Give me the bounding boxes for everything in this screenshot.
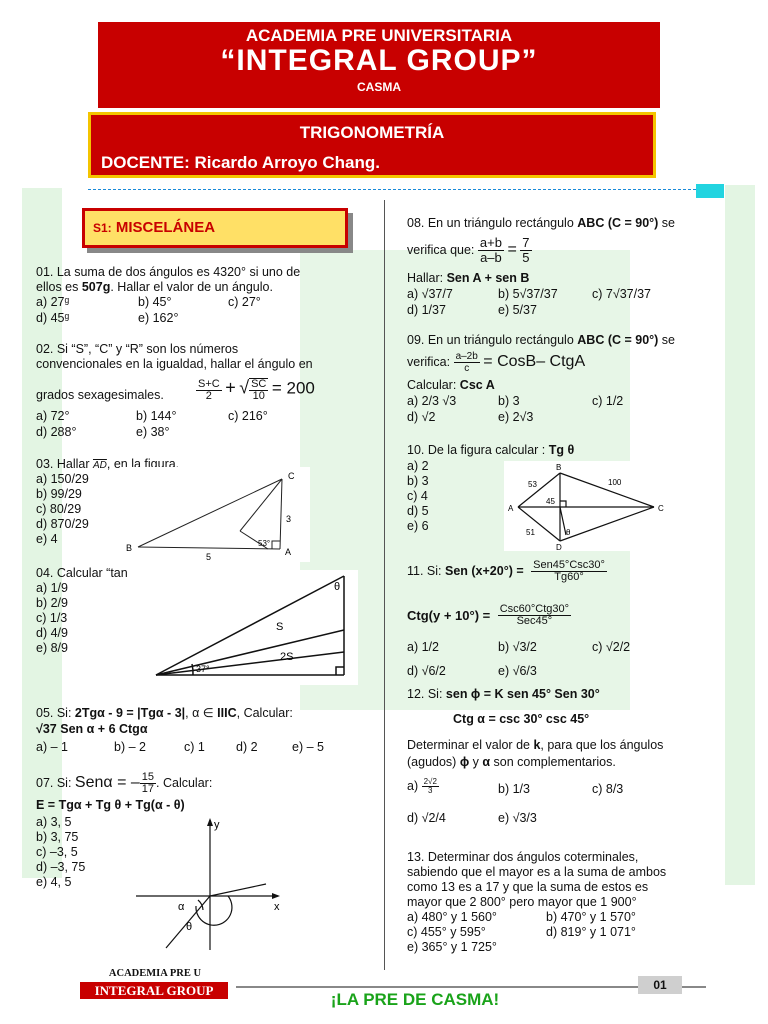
q03-option-b: b) 99/29 — [36, 487, 82, 501]
q01-line2: ellos es 507g. Hallar el valor de un ángulo. — [36, 280, 273, 294]
label-d: D — [556, 543, 562, 551]
footer-slogan: ¡LA PRE DE CASMA! — [330, 990, 500, 1009]
label-s: S — [276, 621, 284, 633]
q12-option-c: c) 8/3 — [592, 782, 624, 796]
dashed-divider — [88, 189, 696, 190]
q09-option-c: c) 1/2 — [592, 394, 624, 408]
q12-option-d: d) √2/4 — [407, 811, 446, 825]
cyan-marker — [696, 184, 724, 198]
label-side-3: 3 — [286, 514, 292, 524]
q11-line2: Ctg(y + 10°) = $\frac{\text{Csc60°Ctg30°}}{\text{Sec45°}}$ — [407, 603, 570, 627]
q08-option-c: c) 7√37/37 — [592, 287, 651, 301]
label-theta: θ — [334, 581, 341, 593]
q10-figure — [504, 461, 676, 551]
q09-option-a: a) 2/3 √3 — [407, 394, 457, 408]
group-name: “INTEGRAL GROUP” — [220, 44, 538, 77]
q05-line1: 05. Si: 2Tgα - 9 = |Tgα - 3|, α ∈ IIIC, Calcular: — [36, 706, 293, 720]
label-angle-37: 37° — [196, 664, 210, 674]
teacher-name: DOCENTE: Ricardo Arroyo Chang. — [101, 153, 380, 172]
q03-line1: 03. Hallar $\overline{AD}$, en la figura. — [36, 457, 180, 471]
q04-option-c: c) 1/3 — [36, 611, 68, 625]
q04-figure — [148, 570, 358, 685]
q10-option-b: b) 3 — [407, 474, 429, 488]
q09-option-e: e) 2√3 — [498, 410, 534, 424]
footer-group: INTEGRAL GROUP — [80, 982, 228, 999]
q05-option-d: d) 2 — [236, 740, 258, 754]
q13-line4: mayor que 2 800° pero mayor que 1 900° — [407, 895, 637, 909]
q01-option-b: b) 45° — [138, 295, 172, 309]
q03-option-e: e) 4 — [36, 532, 58, 546]
q08-line3: Hallar: Sen A + sen B — [407, 271, 530, 285]
header-banner — [98, 22, 660, 108]
axis-y-label: y — [214, 819, 220, 831]
q05-option-e: e) – 5 — [292, 740, 324, 754]
q12-line2: Ctg α = csc 30° csc 45° — [453, 712, 590, 726]
q03-figure — [120, 467, 310, 562]
label-theta: θ — [186, 921, 193, 933]
q08-option-d: d) 1/37 — [407, 303, 446, 317]
q13-option-c: c) 455° y 595° — [407, 925, 486, 939]
label-45: 45 — [546, 497, 555, 506]
q02-option-d: d) 288° — [36, 425, 77, 439]
q13-line2: sabiendo que el mayor es a la suma de ambos — [407, 865, 667, 879]
segment-ad: $\overline{AD}$ — [92, 460, 107, 471]
q08-option-e: e) 5/37 — [498, 303, 537, 317]
q11-option-b: b) √3/2 — [498, 640, 537, 654]
subject-banner — [88, 112, 656, 178]
q10-option-c: c) 4 — [407, 489, 428, 503]
section-name: MISCELÁNEA — [115, 219, 216, 236]
q13-option-a: a) 480° y 1 560° — [407, 910, 497, 924]
q11-option-e: e) √6/3 — [498, 664, 537, 678]
q07-option-c: c) –3, 5 — [36, 845, 78, 859]
q05-option-c: c) 1 — [184, 740, 205, 754]
q07-option-e: e) 4, 5 — [36, 875, 72, 889]
q07-option-a: a) 3, 5 — [36, 815, 72, 829]
label-a: A — [285, 547, 292, 557]
label-theta: θ — [566, 528, 571, 537]
q01-option-c: c) 27° — [228, 295, 261, 309]
city-name: CASMA — [357, 80, 401, 94]
q02-line2: convencionales en la igualdad, hallar el ángulo en — [36, 357, 313, 371]
label-b: B — [556, 463, 562, 472]
q08-option-b: b) 5√37/37 — [498, 287, 558, 301]
q01-option-d: d) 45ᵍ — [36, 311, 70, 325]
q10-option-d: d) 5 — [407, 504, 429, 518]
page-number: 01 — [638, 976, 682, 994]
q04-line1: 04. Calcular “tan — [36, 566, 128, 580]
q11-line1: 11. Si: Sen (x+20°) = $\frac{\text{Sen45°Csc30°}}{Tg60^\circ}$ — [407, 559, 605, 583]
q02-equation: $\frac{S+C}{2}$ + √ $\frac{SC}{10}$ = 200 — [198, 377, 315, 402]
q08-line1: 08. En un triángulo rectángulo ABC (C = 90°) se — [407, 216, 676, 230]
q13-option-d: d) 819° y 1 071° — [546, 925, 636, 939]
q12-line1: 12. Si: sen ϕ = K sen 45° Sen 30° — [407, 687, 600, 701]
label-alpha: α — [178, 901, 185, 913]
axis-x-label: x — [274, 901, 280, 913]
footer-academy: ACADEMIA PRE U — [108, 968, 202, 979]
q09-line1: 09. En un triángulo rectángulo ABC (C = 90°) se — [407, 333, 676, 347]
q10-line1: 10. De la figura calcular : Tg θ — [407, 443, 575, 457]
q11-option-c: c) √2/2 — [592, 640, 631, 654]
label-c: C — [658, 504, 664, 513]
q12-line4: (agudos) ϕ y α son complementarios. — [407, 755, 616, 769]
q10-option-e: e) 6 — [407, 519, 429, 533]
section-code: S1: — [93, 221, 112, 235]
q04-option-d: d) 4/9 — [36, 626, 68, 640]
q02-option-a: a) 72° — [36, 409, 70, 423]
watermark-right — [725, 185, 755, 885]
q07-line2: E = Tgα + Tg θ + Tg(α - θ) — [36, 798, 185, 812]
q07-figure — [130, 814, 290, 954]
academy-name: ACADEMIA PRE UNIVERSITARIA — [245, 26, 513, 45]
label-b: B — [126, 543, 133, 553]
label-a: A — [508, 504, 514, 513]
q09-option-b: b) 3 — [498, 394, 520, 408]
q01-option-e: e) 162° — [138, 311, 179, 325]
q07-option-b: b) 3, 75 — [36, 830, 79, 844]
q07-option-d: d) –3, 75 — [36, 860, 86, 874]
q09-option-d: d) √2 — [407, 410, 436, 424]
q11-option-a: a) 1/2 — [407, 640, 439, 654]
q13-line3: como 13 es a 17 y que la suma de estos es — [407, 880, 649, 894]
q03-option-a: a) 150/29 — [36, 472, 89, 486]
q11-option-d: d) √6/2 — [407, 664, 446, 678]
q01-option-a: a) 27ᵍ — [36, 295, 70, 309]
q12-option-a: a) $\frac{2√2}{3}$ — [407, 777, 437, 795]
column-divider — [384, 200, 385, 970]
q04-option-e: e) 8/9 — [36, 641, 68, 655]
label-side-5: 5 — [206, 552, 212, 562]
q05-line2: √37 Sen α + 6 Ctgα — [36, 722, 148, 736]
label-c: C — [288, 471, 295, 481]
q02-line3: grados sexagesimales. — [36, 388, 164, 402]
q13-line1: 13. Determinar dos ángulos coterminales, — [407, 850, 639, 864]
subject-title: TRIGONOMETRÍA — [299, 123, 445, 142]
label-2s: 2S — [280, 651, 294, 663]
q04-option-b: b) 2/9 — [36, 596, 68, 610]
q08-option-a: a) √37/7 — [407, 287, 453, 301]
q07-line1: 07. Si: Senα = – $\frac{15}{17}$ . Calcular: — [36, 771, 213, 795]
q03-option-d: d) 870/29 — [36, 517, 89, 531]
label-angle-53: 53° — [258, 539, 271, 548]
q03-option-c: c) 80/29 — [36, 502, 82, 516]
q02-option-c: c) 216° — [228, 409, 268, 423]
q13-option-e: e) 365° y 1 725° — [407, 940, 497, 954]
q12-line3: Determinar el valor de k, para que los ángulos — [407, 738, 664, 752]
footer-line — [236, 986, 706, 988]
q09-line3: Calcular: Csc A — [407, 378, 495, 392]
q02-option-e: e) 38° — [136, 425, 170, 439]
q10-option-a: a) 2 — [407, 459, 429, 473]
q12-option-e: e) √3/3 — [498, 811, 537, 825]
q12-option-b: b) 1/3 — [498, 782, 530, 796]
label-51: 51 — [526, 528, 535, 537]
q05-option-b: b) – 2 — [114, 740, 146, 754]
label-53: 53 — [528, 480, 537, 489]
q02-line1: 02. Si “S”, “C” y “R” son los números — [36, 342, 239, 356]
q02-option-b: b) 144° — [136, 409, 177, 423]
q13-option-b: b) 470° y 1 570° — [546, 910, 636, 924]
label-100: 100 — [608, 478, 622, 487]
q08-line2: verifica que: $\frac{a+b}{a-b}$ = $\frac{7}{5}$ — [407, 235, 530, 265]
q04-option-a: a) 1/9 — [36, 581, 68, 595]
q09-line2: verifica: $\frac{a-2b}{c}$ = CosB– CtgA — [407, 351, 586, 374]
q05-option-a: a) – 1 — [36, 740, 68, 754]
q01-line1: 01. La suma de dos ángulos es 4320° si uno de — [36, 265, 301, 279]
section-title-box — [82, 208, 348, 248]
